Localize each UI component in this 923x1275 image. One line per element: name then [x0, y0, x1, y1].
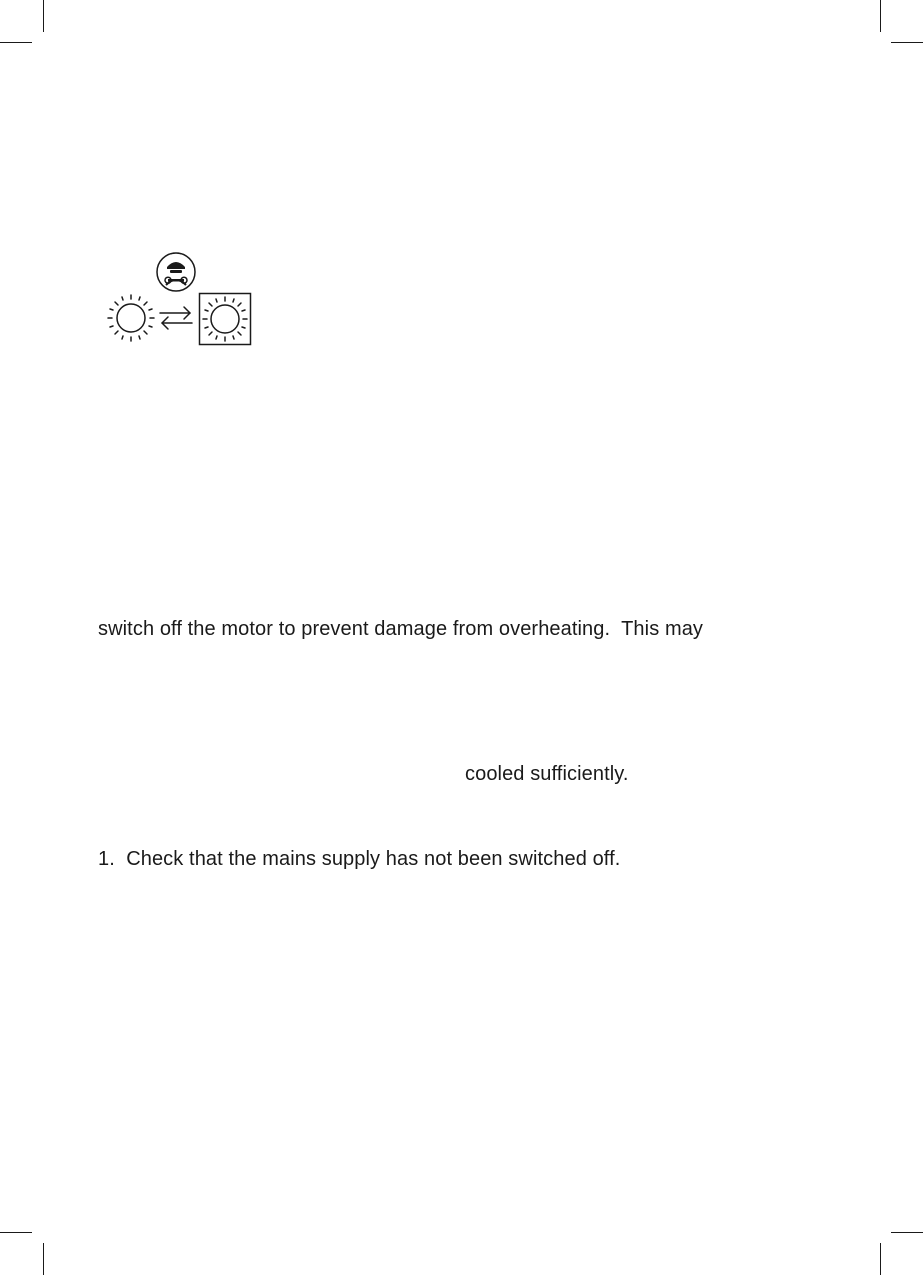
exchange-arrows-icon — [158, 304, 194, 332]
cooled-text-line: cooled sufficiently. — [465, 763, 629, 785]
lamp-replacement-icon-group — [100, 252, 256, 348]
overheating-text-line: switch off the motor to prevent damage from overheating. This may — [98, 618, 704, 640]
crop-mark-bottom-right-horizontal — [891, 1232, 923, 1233]
crop-mark-top-left-vertical — [43, 0, 44, 32]
technician-service-icon — [156, 252, 196, 292]
crop-mark-top-left-horizontal — [0, 42, 32, 43]
crop-mark-top-right-horizontal — [891, 42, 923, 43]
sun-lamp-icon — [105, 292, 157, 344]
crop-mark-bottom-left-horizontal — [0, 1232, 32, 1233]
boxed-sun-lamp-icon — [198, 292, 252, 346]
crop-mark-bottom-right-vertical — [880, 1243, 881, 1275]
mains-supply-check-step: 1. Check that the mains supply has not been switched off. — [98, 848, 621, 870]
crop-mark-bottom-left-vertical — [43, 1243, 44, 1275]
crop-mark-top-right-vertical — [880, 0, 881, 32]
